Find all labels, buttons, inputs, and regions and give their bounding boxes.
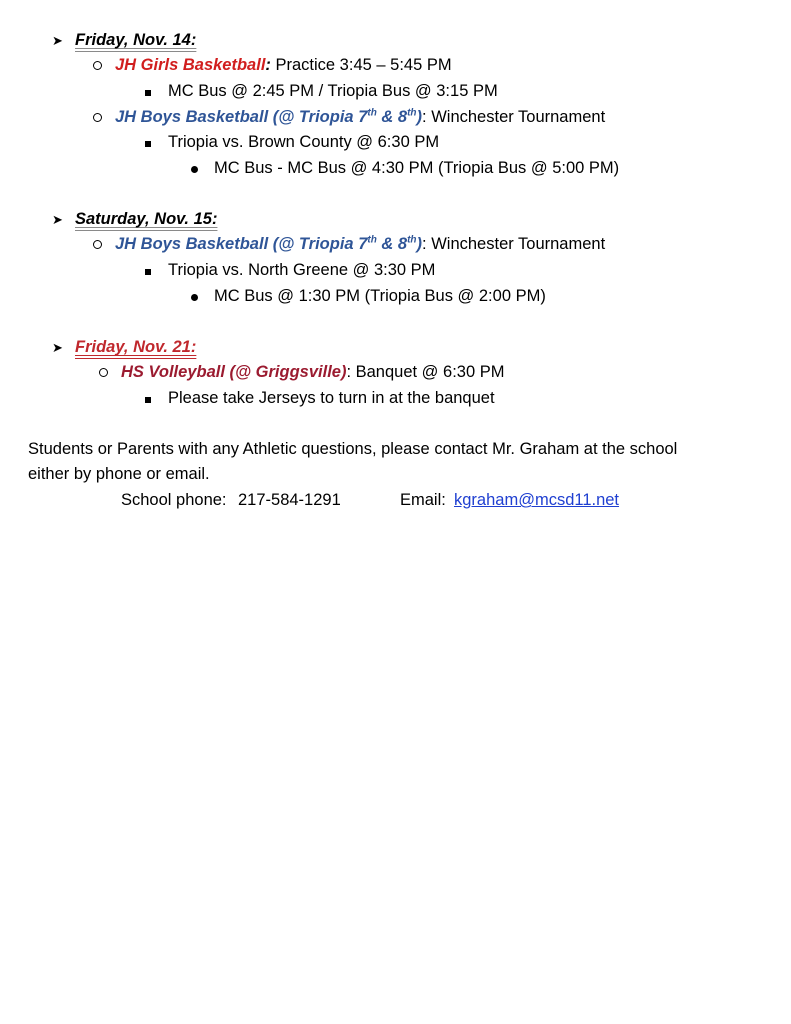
date-heading-nov-21: Friday, Nov. 21: [75, 338, 197, 356]
event-detail: : Winchester Tournament [422, 235, 606, 253]
square-bullet-icon [145, 132, 151, 152]
contact-text-line-2: either by phone or email. [28, 465, 210, 483]
sub-sub-item: MC Bus @ 1:30 PM (Triopia Bus @ 2:00 PM) [214, 287, 546, 305]
circle-bullet-icon [93, 55, 102, 75]
event-title: JH Boys Basketball (@ Triopia 7th & 8th) [115, 107, 423, 126]
phone-label: School phone: [121, 491, 227, 509]
arrow-bullet-icon: ➤ [52, 340, 63, 355]
event-detail: : Winchester Tournament [422, 108, 606, 126]
event-title: HS Volleyball (@ Griggsville) [121, 363, 347, 381]
sub-item: Triopia vs. North Greene @ 3:30 PM [168, 261, 436, 279]
square-bullet-icon [145, 388, 151, 408]
event-jh-boys-basketball [115, 234, 605, 254]
event-hs-volleyball [121, 362, 504, 382]
circle-bullet-icon [99, 362, 108, 382]
email-link[interactable]: kgraham@mcsd11.net [454, 491, 620, 509]
date-heading-nov-15: Saturday, Nov. 15: [75, 210, 218, 228]
sub-item: Please take Jerseys to turn in at the banquet [168, 389, 495, 407]
dot-bullet-icon [191, 286, 198, 306]
date-heading-nov-14: Friday, Nov. 14: [75, 31, 197, 49]
event-jh-boys-basketball [115, 107, 605, 127]
arrow-bullet-icon: ➤ [52, 212, 63, 227]
event-title: JH Girls Basketball [115, 56, 266, 74]
contact-text-line-1: Students or Parents with any Athletic questions, please contact Mr. Graham at the school [28, 440, 678, 458]
square-bullet-icon [145, 260, 151, 280]
square-bullet-icon [145, 81, 151, 101]
event-detail: Practice 3:45 – 5:45 PM [270, 56, 452, 74]
email-label: Email: [400, 491, 446, 509]
event-detail: : Banquet @ 6:30 PM [346, 363, 505, 381]
circle-bullet-icon [93, 234, 102, 254]
phone-number: 217-584-1291 [238, 491, 341, 509]
event-jh-girls-basketball: JH Girls Basketball: Practice 3:45 – 5:45 PM [115, 56, 452, 74]
sub-item: Triopia vs. Brown County @ 6:30 PM [168, 133, 440, 151]
arrow-bullet-icon: ➤ [52, 33, 63, 48]
event-title: JH Boys Basketball (@ Triopia 7th & 8th) [115, 234, 423, 253]
sub-item: MC Bus @ 2:45 PM / Triopia Bus @ 3:15 PM [168, 82, 498, 100]
dot-bullet-icon [191, 158, 198, 178]
circle-bullet-icon [93, 107, 102, 127]
sub-sub-item: MC Bus - MC Bus @ 4:30 PM (Triopia Bus @ 5:00 PM) [214, 159, 620, 177]
